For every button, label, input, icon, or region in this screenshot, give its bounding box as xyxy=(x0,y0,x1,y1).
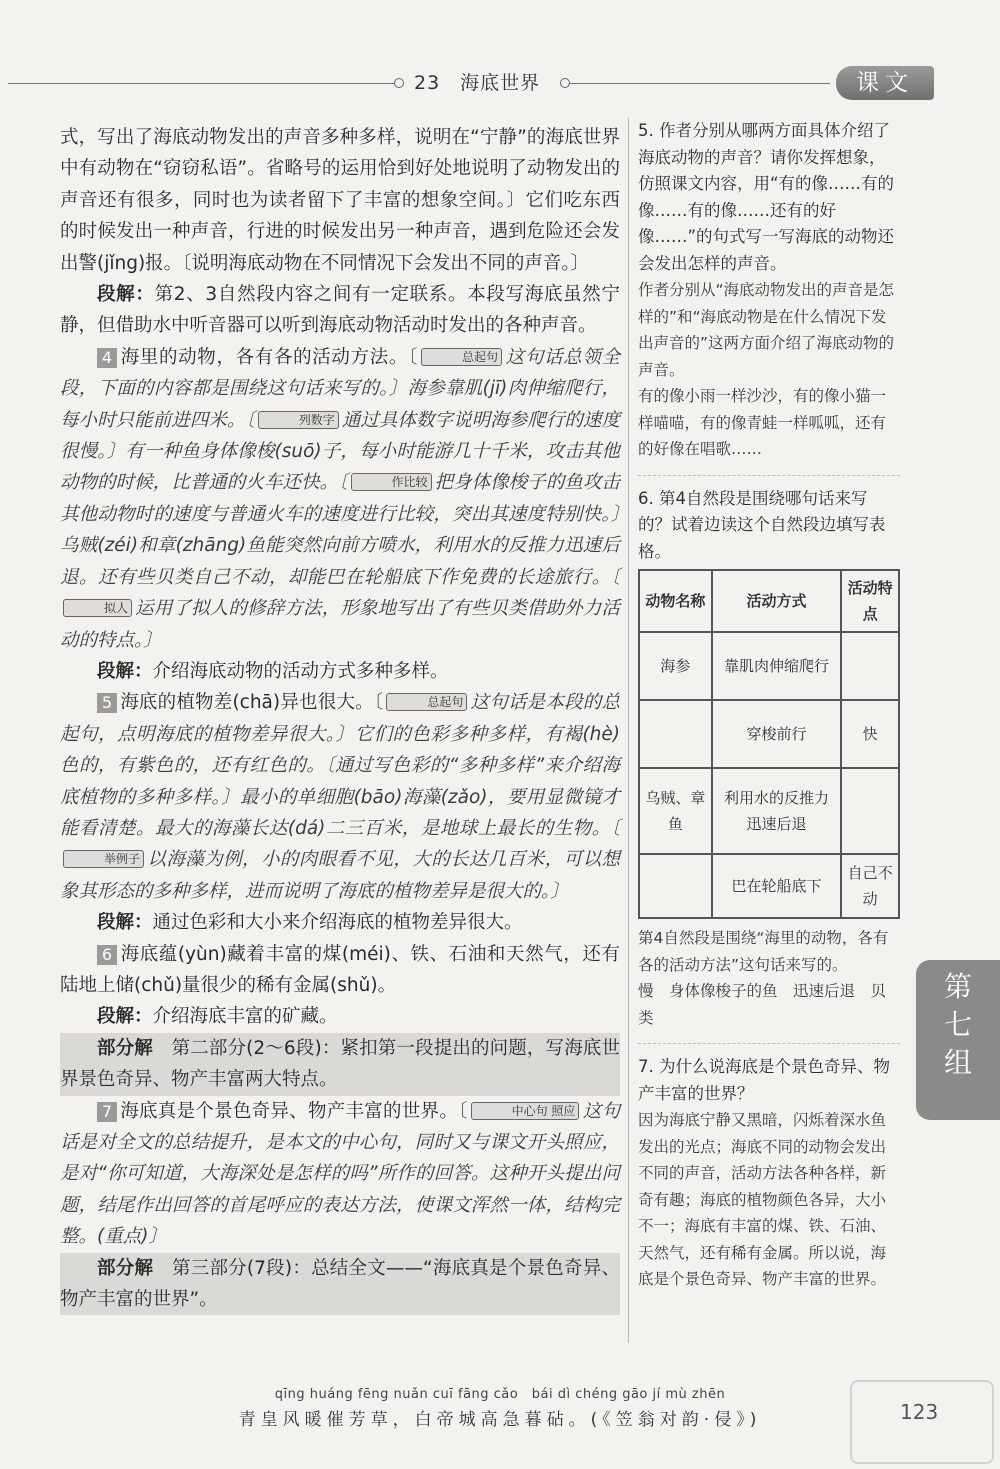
table-cell xyxy=(639,700,712,768)
paragraph-continued: 式，写出了海底动物发出的声音多种多样，说明在“宁静”的海底世界中有动物在“窃窃私语”。省略号的运用恰到好处地说明了动物发出的声音还有很多，同时也为读者留下了丰富的想象空间。〕它们吃东西的时候发出一种声音，行进的时候发出另一种声音，遇到危险还会发出警(jǐng)报。〔说明海底动物在不同情况下会发出不同的声音。〕 xyxy=(60,127,620,274)
paragraph-6 xyxy=(60,939,620,1002)
table-header-row xyxy=(639,570,899,632)
paragraph-analysis-3 xyxy=(60,907,620,938)
text-run: 海底的植物差(chā)异也很大。〔 xyxy=(120,692,384,714)
text-run: 海里的动物，各有各的活动方法。〔 xyxy=(120,346,418,368)
part-analysis-2 xyxy=(60,1033,620,1096)
table-cell xyxy=(639,854,712,918)
answer-6a: 第4自然段是围绕“海里的动物，各有各的活动方法”这句话来写的。 xyxy=(638,929,889,974)
table-header: 活动方式 xyxy=(712,570,841,632)
activity-table xyxy=(638,569,900,919)
page-number: 123 xyxy=(900,1400,939,1424)
answer-5a: 作者分别从“海底动物发出的声音是怎样的”和“海底动物是在什么情况下发出声音的”这两方面介绍了海底动物的声音。 xyxy=(638,281,895,379)
table-cell: 乌贼、章鱼 xyxy=(639,768,712,854)
unit-tab xyxy=(916,960,1000,1120)
paragraph-number-7: 7 xyxy=(97,1102,117,1122)
table-row xyxy=(639,854,899,918)
question-6: 6. 第4自然段是围绕哪句话来写的？试着边读这个自然段边填写表格。 xyxy=(638,488,886,561)
part-label: 部分解 xyxy=(97,1257,154,1279)
annotation-tag: 总起句 xyxy=(386,693,467,711)
footer-pinyin: qīng huáng fēng nuǎn cuī fāng cǎo bái dì chéng gāo jí mù zhēn xyxy=(274,1387,726,1402)
part-analysis-3 xyxy=(60,1253,620,1316)
section-tag: 课文 xyxy=(836,66,934,100)
analysis-label: 段解： xyxy=(97,284,155,306)
answer-5b: 有的像小雨一样沙沙，有的像小猫一样喵喵，有的像青蛙一样呱呱，还有的好像在唱歌…… xyxy=(638,387,887,458)
paragraph-number-5: 5 xyxy=(97,693,117,713)
part-text: 第二部分(2～6段)：紧扣第一段提出的问题，写海底世界景色奇异、物产丰富两大特点。 xyxy=(60,1037,620,1091)
answer-6b: 慢 身体像梭子的鱼 迅速后退 贝类 xyxy=(638,982,887,1027)
exercise-column xyxy=(638,118,900,1293)
table-cell: 快 xyxy=(841,700,899,768)
table-header: 动物名称 xyxy=(639,570,712,632)
part-label: 部分解 xyxy=(97,1037,153,1059)
paragraph-analysis-1 xyxy=(60,279,620,342)
text-run: 运用了拟人的修辞方法，形象地写出了有些贝类借助外力活动的特点。〕 xyxy=(60,598,620,651)
question-7: 7. 为什么说海底是个景色奇异、物产丰富的世界？ xyxy=(638,1057,890,1103)
unit-tab-char: 第 xyxy=(943,970,972,1003)
table-cell: 利用水的反推力迅速后退 xyxy=(712,768,841,854)
paragraph-7 xyxy=(60,1096,620,1253)
text-run: 这句话是对全文的总结提升，是本文的中心句，同时又与课文开头照应，是对“你可知道，大海深处是怎样的吗”所作的回答。这种开头提出问题，结尾作出回答的首尾呼应的表达方法，使课文浑然一体，结构完整。(重点)〕 xyxy=(60,1100,620,1248)
table-cell: 靠肌肉伸缩爬行 xyxy=(712,632,841,700)
table-cell: 巴在轮船底下 xyxy=(712,854,841,918)
footer-poem: 青皇风暖催芳草，白帝城高急暮砧。(《笠翁对韵·侵》) xyxy=(238,1410,762,1430)
table-row xyxy=(639,632,899,700)
main-text-column xyxy=(60,122,620,1315)
table-cell xyxy=(841,768,899,854)
table-cell: 自己不动 xyxy=(841,854,899,918)
text-run: 这句话总领全段，下面的内容都是围绕这句话来写的。〕海参靠肌(jī)肉伸缩爬行，每小时只能前进四米。〔 xyxy=(60,346,620,431)
annotation-tag: 拟人 xyxy=(63,599,132,617)
divider xyxy=(638,475,900,476)
part-text: 第三部分(7段)：总结全文——“海底真是个景色奇异、物产丰富的世界”。 xyxy=(60,1257,620,1311)
header-rule-right xyxy=(570,83,830,84)
paragraph-analysis-2 xyxy=(60,656,620,687)
header-dot-left xyxy=(394,78,404,88)
text-run: 把身体像梭子的鱼攻击其他动物时的速度与普通火车的速度进行比较，突出其速度特别快。〕乌贼(zéi)和章(zhāng)鱼能突然向前方喷水，利用水的反推力迅速后退。还有些贝类自己不动，却能巴在轮船底下作免费的长途旅行。〔 xyxy=(60,472,620,588)
unit-tab-char: 组 xyxy=(943,1046,972,1079)
analysis-label: 段解： xyxy=(97,660,153,682)
table-row xyxy=(639,768,899,854)
header-dot-right xyxy=(560,78,570,88)
text-run: 海底蕴(yùn)藏着丰富的煤(méi)、铁、石油和天然气，还有陆地上储(chǔ)量很少的稀有金属(shǔ)。 xyxy=(60,943,620,996)
text-run: 通过具体数字说明海参爬行的速度很慢。〕有一种鱼身体像梭(suō)子，每小时能游几十千米，攻击其他动物的时候，比普通的火车还快。〔 xyxy=(60,409,620,494)
table-cell: 穿梭前行 xyxy=(712,700,841,768)
annotation-tag: 总起句 xyxy=(421,348,502,366)
paragraph-number-6: 6 xyxy=(97,945,117,965)
annotation-tag: 作比较 xyxy=(351,473,432,491)
table-cell: 海参 xyxy=(639,632,712,700)
paragraph-4 xyxy=(60,342,620,656)
divider xyxy=(638,1043,900,1044)
unit-tab-char: 七 xyxy=(943,1008,972,1041)
text-run: 这句话是本段的总起句，点明海底的植物差异很大。〕它们的色彩多种多样，有褐(hè)色的，有紫色的，还有红色的。〔通过写色彩的“多种多样”来介绍海底植物的多种多样。〕最小的单细胞(bāo)海藻(zǎo)，要用显微镜才能看清楚。最大的海藻长达(dá)二三百米，是地球上最长的生物。〔 xyxy=(60,692,620,839)
paragraph-5 xyxy=(60,687,620,907)
table-header: 活动特点 xyxy=(841,570,899,632)
lesson-title: 23 海底世界 xyxy=(414,72,541,94)
text-run: 以海藻为例，小的肉眼看不见，大的长达几百米，可以想象其形态的多种多样，进而说明了海底的植物差异是很大的。〕 xyxy=(60,849,620,902)
text-run: 海底真是个景色奇异、物产丰富的世界。〔 xyxy=(120,1100,468,1122)
question-5: 5. 作者分别从哪两方面具体介绍了海底动物的声音？请你发挥想象，仿照课文内容，用“有的像……有的像……有的像……还有的好像……”的句式写一写海底的动物还会发出怎样的声音。 xyxy=(638,121,895,273)
analysis-label: 段解： xyxy=(97,1006,153,1028)
analysis-text: 介绍海底丰富的矿藏。 xyxy=(152,1006,338,1028)
paragraph-number-4: 4 xyxy=(97,348,117,368)
header-rule-left xyxy=(8,83,396,84)
analysis-label: 段解： xyxy=(97,912,153,934)
analysis-text: 介绍海底动物的活动方式多种多样。 xyxy=(152,660,449,682)
analysis-text: 第2、3自然段内容之间有一定联系。本段写海底虽然宁静，但借助水中听音器可以听到海底动物活动时发出的各种声音。 xyxy=(60,284,620,337)
table-cell xyxy=(841,632,899,700)
analysis-text: 通过色彩和大小来介绍海底的植物差异很大。 xyxy=(152,912,523,934)
annotation-tag: 举例子 xyxy=(63,850,144,868)
paragraph-analysis-4 xyxy=(60,1001,620,1032)
annotation-tag: 列数字 xyxy=(258,411,339,429)
column-divider xyxy=(628,118,629,1343)
answer-7: 因为海底宁静又黑暗，闪烁着深水鱼发出的光点；海底不同的动物会发出不同的声音，活动方法各种各样，新奇有趣；海底的植物颜色各异，大小不一；海底有丰富的煤、铁、石油、天然气，还有稀有金属。所以说，海底是个景色奇异、物产丰富的世界。 xyxy=(638,1111,887,1288)
annotation-tag: 中心句 照应 xyxy=(471,1102,580,1120)
table-row xyxy=(639,700,899,768)
page-header xyxy=(0,68,1000,102)
